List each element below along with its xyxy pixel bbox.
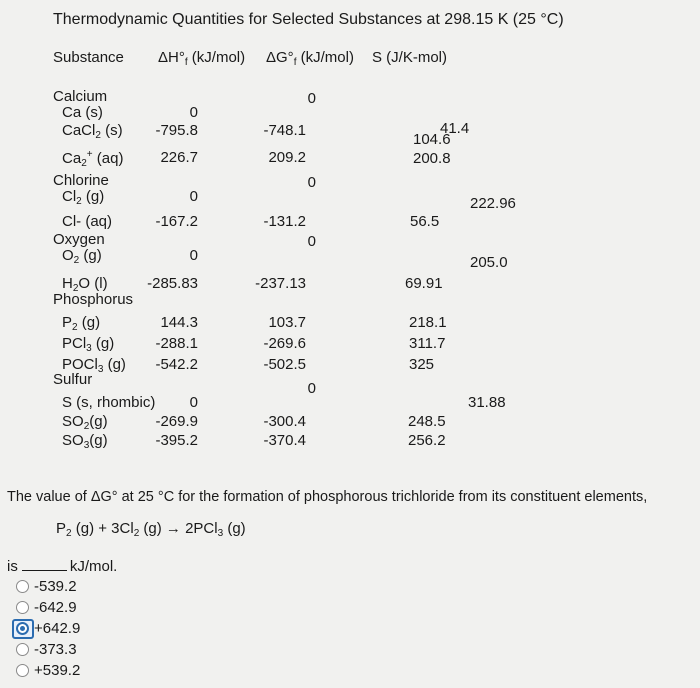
radio-button[interactable]: [16, 643, 29, 656]
entropy-value: 256.2: [408, 432, 446, 449]
option-label: +642.9: [34, 620, 81, 637]
header-enthalpy: $\Delta H^\circ_f$ (kJ/mol): [158, 49, 246, 68]
gibbs-value: -237.13: [255, 275, 306, 292]
gibbs-value: 0: [307, 90, 316, 107]
gibbs-value: -748.1: [263, 122, 306, 139]
entropy-value: 31.88: [468, 394, 506, 411]
enthalpy-value: -795.8: [155, 122, 198, 139]
radio-button[interactable]: [16, 664, 29, 677]
gibbs-value: -502.5: [263, 356, 306, 373]
entropy-value: 248.5: [408, 413, 446, 430]
entropy-value: 69.91: [405, 275, 443, 292]
gibbs-value: 0: [307, 233, 316, 250]
reaction-equation: $P_2$ $(g) + 3Cl_2$ (g) → 2PCl$_3$ (g): [56, 520, 246, 539]
substance-label: $O_2$ (g): [62, 247, 102, 266]
enthalpy-value: -285.83: [147, 275, 198, 292]
entropy-value: 56.5: [410, 213, 440, 230]
enthalpy-value: 0: [189, 394, 198, 411]
answer-option[interactable]: [8, 598, 128, 618]
substance-label: POCl$_3$ (g): [62, 356, 126, 375]
enthalpy-value: 0: [189, 247, 198, 264]
enthalpy-value: -288.1: [155, 335, 198, 352]
radio-button[interactable]: [16, 622, 29, 635]
entropy-value: 205.0: [470, 254, 508, 271]
gibbs-value: -131.2: [263, 213, 306, 230]
radio-button[interactable]: [16, 601, 29, 614]
gibbs-value: 0: [307, 380, 316, 397]
gibbs-value: 209.2: [268, 149, 306, 166]
substance-label: CaCl$_2$ (s): [62, 122, 123, 141]
substance-label: $P_2$ (g): [62, 314, 101, 333]
substance-label: Ca (s): [62, 104, 103, 121]
answer-option[interactable]: [8, 577, 128, 597]
question-text: The value of ΔG° at 25 °C for the formation of phosphorous trichloride from its constituent elements,: [7, 489, 648, 505]
enthalpy-value: -167.2: [155, 213, 198, 230]
answer-option[interactable]: [8, 619, 128, 639]
enthalpy-value: 0: [189, 188, 198, 205]
substance-label: S (s, rhombic): [62, 394, 156, 411]
entropy-value: 41.4: [440, 120, 470, 137]
substance-label: $SO_3(g)$: [62, 432, 108, 451]
substance-label: $H_2O$ (l): [62, 275, 108, 294]
header-substance: Substance: [53, 49, 124, 66]
element-heading: Phosphorus: [53, 291, 134, 308]
entropy-value: 222.96: [470, 195, 516, 212]
enthalpy-value: 0: [189, 104, 198, 121]
entropy-value: 218.1: [409, 314, 447, 331]
entropy-value: 104.6: [413, 131, 451, 148]
answer-option[interactable]: [8, 640, 128, 660]
radio-button[interactable]: [16, 580, 29, 593]
answer-option[interactable]: [8, 661, 128, 681]
answer-blank: [22, 558, 67, 571]
gibbs-value: -370.4: [263, 432, 306, 449]
element-heading: Calcium: [53, 88, 108, 105]
element-heading: Chlorine: [53, 172, 109, 189]
header-gibbs: $\Delta G^\circ_f$ (kJ/mol): [266, 49, 354, 68]
element-heading: Oxygen: [53, 231, 105, 248]
entropy-value: 325: [409, 356, 435, 373]
enthalpy-value: -395.2: [155, 432, 198, 449]
enthalpy-value: -542.2: [155, 356, 198, 373]
substance-label: $SO_2(g)$: [62, 413, 108, 432]
gibbs-value: -269.6: [263, 335, 306, 352]
entropy-value: 311.7: [409, 335, 446, 352]
gibbs-value: -300.4: [263, 413, 306, 430]
option-label: -539.2: [34, 578, 77, 595]
gibbs-value: 103.7: [268, 314, 306, 331]
enthalpy-value: 144.3: [160, 314, 198, 331]
option-label: -373.3: [34, 641, 77, 658]
option-label: -642.9: [34, 599, 77, 616]
option-label: +539.2: [34, 662, 81, 679]
header-entropy: S (J/K-mol): [372, 49, 447, 66]
answer-line: is kJ/mol.: [7, 558, 118, 575]
entropy-value: 200.8: [413, 150, 451, 167]
gibbs-value: 0: [307, 174, 316, 191]
table-title: Thermodynamic Quantities for Selected Substances at 298.15 K (25 °C): [53, 11, 564, 28]
substance-label: Cl- (aq): [62, 213, 113, 230]
enthalpy-value: 226.7: [160, 149, 198, 166]
substance-label: $Ca_2^+$ (aq): [62, 149, 124, 169]
substance-label: $Cl_2$ (g): [62, 188, 105, 207]
substance-label: PCl$_3$ (g): [62, 335, 115, 354]
element-heading: Sulfur: [53, 371, 93, 388]
enthalpy-value: -269.9: [155, 413, 198, 430]
